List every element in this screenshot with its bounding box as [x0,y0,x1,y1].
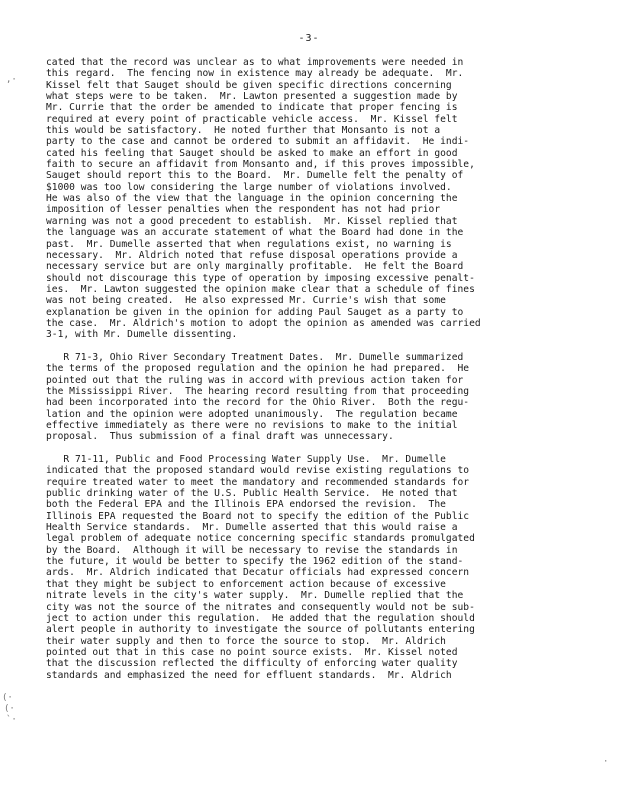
text-line: past. Mr. Dumelle asserted that when regulations exist, no warning is [46,238,452,250]
text-line: require treated water to meet the mandatory and recommended standards for [46,476,470,488]
text-line: indicated that the proposed standard would revise existing regulations to [46,465,470,477]
text-line: the future, it would be better to specify the 1962 edition of the stand- [46,556,464,568]
text-line: lation and the opinion were adopted unanimously. The regulation became [46,408,458,420]
text-line: Kissel felt that Sauget should be given specific directions concerning [46,79,452,91]
text-line: cated that the record was unclear as to what improvements were needed in [46,57,464,68]
text-line: the terms of the proposed regulation and the opinion he had prepared. He [46,363,470,375]
text-line: Mr. Currie that the order be amended to indicate that proper fencing is [46,102,458,114]
text-line: pointed out that the ruling was in accord with previous action taken for [46,374,464,386]
text-line: the case. Mr. Aldrich's motion to adopt the opinion as amended was carried [46,317,481,329]
text-line: should not discourage this type of operation by imposing excessive penalt- [46,272,475,284]
text-line: R 71-3, Ohio River Secondary Treatment Dates. Mr. Dumelle summarized [46,351,464,363]
paragraph [46,57,586,341]
text-line: nitrate levels in the city's water supply. Mr. Dumelle replied that the [46,590,464,602]
text-line: by the Board. Although it will be necessary to revise the standards in [46,544,458,556]
text-line: their water supply and then to force the source to stop. Mr. Aldrich [46,635,446,647]
text-line: imposition of lesser penalties when the respondent has not had prior [46,204,441,216]
text-line: explanation be given in the opinion for adding Paul Sauget as a party to [46,306,464,318]
binding-hole-mark: (· [2,693,13,703]
text-line: that the discussion reflected the difficulty of enforcing water quality [46,658,458,670]
text-line: city was not the source of the nitrates and consequently would not be sub- [46,601,475,613]
paragraph-gap [46,443,586,454]
text-line: what steps were to be taken. Mr. Lawton presented a suggestion made by [46,91,458,103]
text-line: required at every point of practicable vehicle access. Mr. Kissel felt [46,113,458,125]
text-line: ies. Mr. Lawton suggested the opinion make clear that a schedule of fines [46,283,475,295]
text-line: faith to secure an affidavit from Monsanto and, if this proves impossible, [46,159,475,171]
text-line: party to the case and cannot be ordered to submit an affidavit. He indi- [46,136,470,148]
binding-hole-mark: (· [4,704,15,714]
text-line: warning was not a good precedent to establish. Mr. Kissel replied that [46,215,458,227]
text-line: Health Service standards. Mr. Dumelle asserted that this would raise a [46,522,458,534]
text-line: necessary. Mr. Aldrich noted that refuse disposal operations provide a [46,249,458,261]
text-line: was not being created. He also expressed Mr. Currie's wish that some [46,295,446,307]
text-line: legal problem of adequate notice concerning specific standards promulgated [46,533,475,545]
text-line: ards. Mr. Aldrich indicated that Decatur officials had expressed concern [46,567,470,579]
document-body [46,57,586,681]
text-line: ject to action under this regulation. He added that the regulation should [46,612,475,624]
text-line: standards and emphasized the need for effluent standards. Mr. Aldrich [46,669,452,681]
text-line: both the Federal EPA and the Illinois EPA endorsed the revision. The [46,499,446,511]
text-line: R 71-11, Public and Food Processing Water Supply Use. Mr. Dumelle [46,454,446,466]
paragraph [46,352,586,443]
text-line: this regard. The fencing now in existence may already be adequate. Mr. [46,68,464,80]
text-line: proposal. Thus submission of a final draft was unnecessary. [46,431,394,443]
text-line: alert people in authority to investigate the source of pollutants entering [46,624,475,636]
text-line: Sauget should report this to the Board. Mr. Dumelle felt the penalty of [46,170,464,182]
text-line: the language was an accurate statement of what the Board had done in the [46,227,464,239]
text-line: that they might be subject to enforcement action because of excessive [46,578,446,590]
binding-hole-mark: `· [6,715,17,725]
text-line: pointed out that in this case no point source exists. Mr. Kissel noted [46,646,458,658]
text-line: necessary service but are only marginally profitable. He felt the Board [46,261,464,273]
text-line: cated his feeling that Sauget should be asked to make an effort in good [46,147,458,159]
scan-speck: ,· [6,75,17,85]
text-line: the Mississippi River. The hearing record resulting from that proceeding [46,385,470,397]
text-line: had been incorporated into the record for the Ohio River. Both the regu- [46,397,470,409]
text-line: effective immediately as there were no revisions to make to the initial [46,420,458,431]
scan-speck: · [603,757,609,767]
text-line: 3-1, with Mr. Dumelle dissenting. [46,329,238,341]
page-number: -3- [298,33,320,44]
paragraph-gap [46,341,586,352]
text-line: Illinois EPA requested the Board not to specify the edition of the Public [46,510,470,522]
text-line: this would be satisfactory. He noted further that Monsanto is not a [46,125,441,137]
text-line: public drinking water of the U.S. Public Health Service. He noted that [46,488,458,500]
paragraph [46,454,586,681]
text-line: He was also of the view that the language in the opinion concerning the [46,193,458,205]
text-line: $1000 was too low considering the large number of violations involved. [46,181,452,193]
